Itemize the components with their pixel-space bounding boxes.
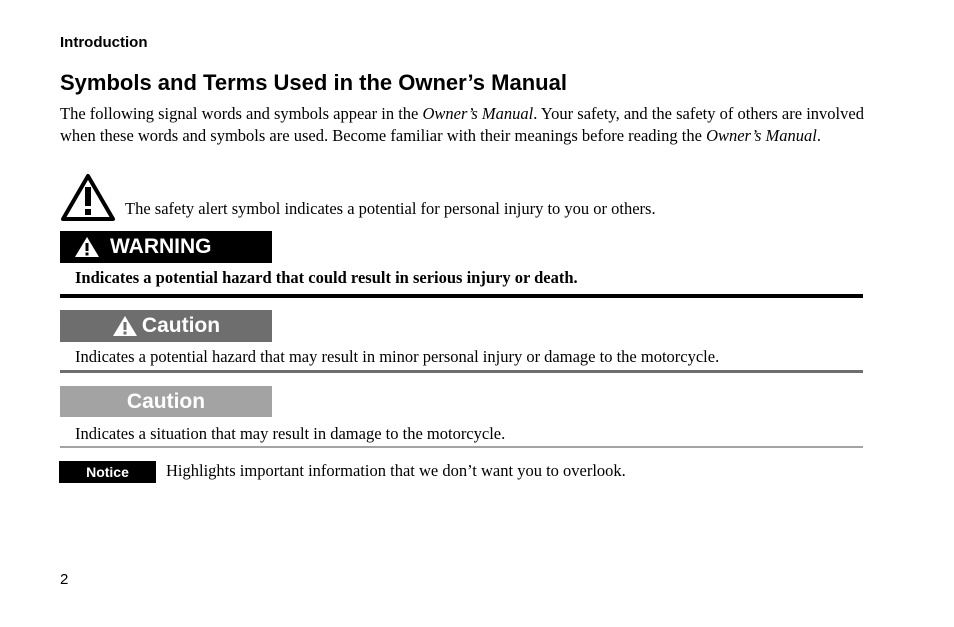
warning-label: WARNING xyxy=(110,235,212,258)
intro-text-part2: . Your safety, and the safety of others are involved when these words and symbols are used. Become familiar with their meanings before reading the xyxy=(60,104,864,145)
section-label: Introduction xyxy=(60,34,148,51)
warning-label-box xyxy=(60,231,272,263)
page-title: Symbols and Terms Used in the Owner’s Manual xyxy=(60,70,567,95)
page-number: 2 xyxy=(60,571,69,588)
manual-name: Owner’s Manual xyxy=(706,125,817,145)
caution-plain-divider xyxy=(60,446,863,448)
caution-description: Indicates a potential hazard that may result in minor personal injury or damage to the motorcycle. xyxy=(75,347,720,366)
safety-alert-icon xyxy=(60,172,116,222)
safety-alert-row xyxy=(60,172,860,224)
notice-description: Highlights important information that we don’t want you to overlook. xyxy=(166,461,626,480)
caution-label: Caution xyxy=(141,314,221,337)
warning-description: Indicates a potential hazard that could result in serious injury or death. xyxy=(75,268,578,287)
caution-plain-description: Indicates a situation that may result in damage to the motorcycle. xyxy=(75,424,506,443)
notice-badge: Notice xyxy=(59,461,156,483)
warning-divider xyxy=(60,294,863,298)
intro-text-part3: . xyxy=(816,125,821,145)
intro-text-part1: The following signal words and symbols appear in the xyxy=(60,104,423,123)
intro-paragraph xyxy=(60,103,870,146)
manual-name: Owner’s Manual xyxy=(422,104,534,123)
caution-triangle-icon xyxy=(112,315,138,337)
caution-divider xyxy=(60,370,863,373)
safety-alert-text: The safety alert symbol indicates a potential for personal injury to you or others. xyxy=(125,199,656,218)
caution-plain-label-box xyxy=(60,386,272,417)
caution-plain-label: Caution xyxy=(126,389,206,413)
warning-triangle-icon xyxy=(74,236,100,258)
caution-label-box xyxy=(60,310,272,342)
